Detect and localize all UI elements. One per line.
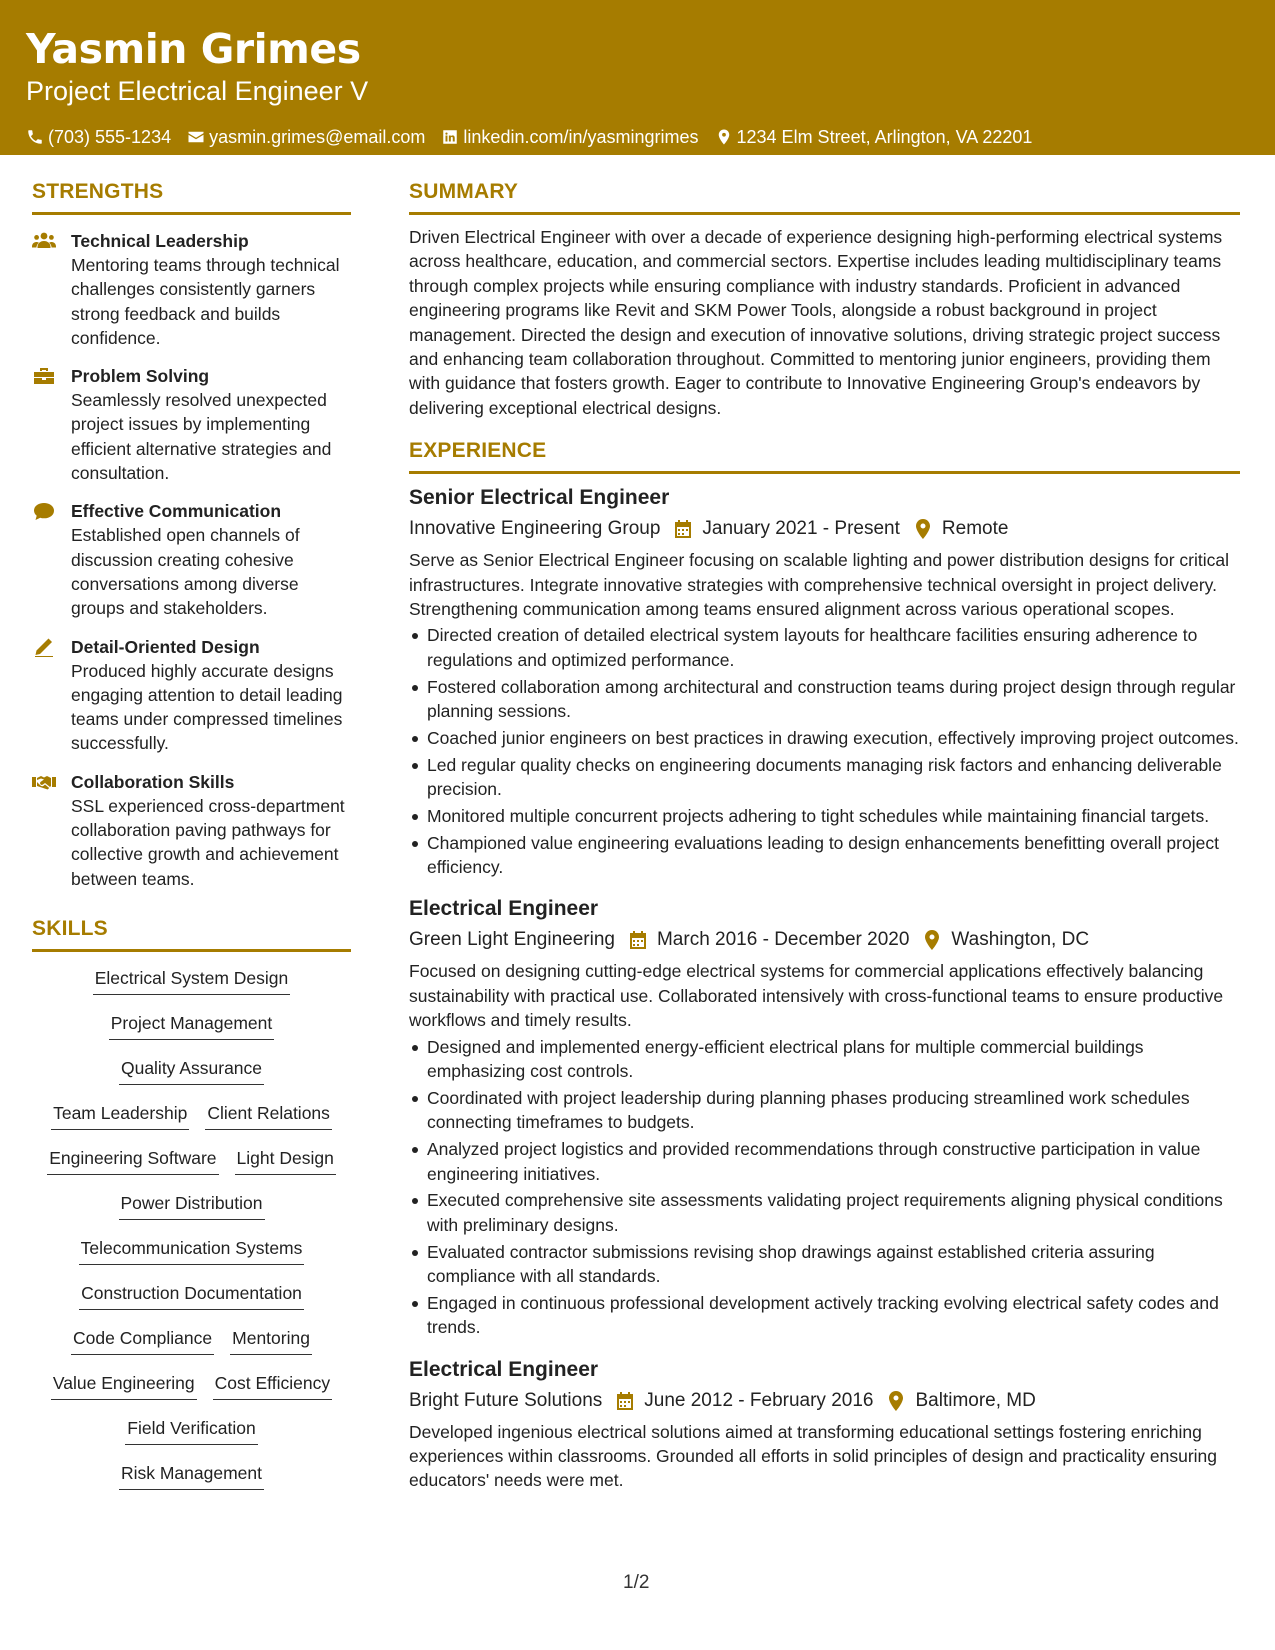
skill-tag: Value Engineering — [51, 1371, 197, 1400]
strength-item — [32, 229, 351, 350]
job-dates: March 2016 - December 2020 — [656, 929, 910, 951]
list-item: Executed comprehensive site assessments validating project requirements aligning physical conditions with preliminary designs. — [409, 1188, 1240, 1237]
list-item: Engaged in continuous professional development actively tracking evolving electrical safety codes and trends. — [409, 1291, 1240, 1340]
list-item: Coordinated with project leadership during planning phases producing streamlined work schedules connecting timeframes to budgets. — [409, 1086, 1240, 1135]
strength-desc: Produced highly accurate designs engaging attention to detail leading teams under compressed timelines successfully. — [71, 660, 343, 754]
skill-tag: Light Design — [235, 1146, 336, 1175]
contact-address — [715, 126, 1033, 148]
skill-tag: Mentoring — [230, 1326, 312, 1355]
list-item: Coached junior engineers on best practices in drawing execution, effectively improving project outcomes. — [409, 726, 1240, 750]
job-meta — [409, 927, 1240, 953]
job-entry — [409, 484, 1240, 879]
job-dates: June 2012 - February 2016 — [644, 1389, 874, 1411]
map-pin-icon — [887, 1391, 905, 1411]
list-item: Fostered collaboration among architectural and construction teams during project design through regular planning sessions. — [409, 675, 1240, 724]
strength-desc: SSL experienced cross-department collaboration paving pathways for collective growth and achievement between teams. — [71, 795, 345, 889]
job-location: Washington, DC — [951, 929, 1090, 951]
skills-heading: SKILLS — [32, 915, 351, 952]
skill-row — [47, 1146, 336, 1191]
strength-item — [32, 770, 351, 891]
job-description: Serve as Senior Electrical Engineer focusing on scalable lighting and power distribution designs for critical infrastructures. Integrate innovative strategies with comprehensive technical oversight in project delivery. Strengthening communication among teams ensured alignment across various operational scopes. — [409, 550, 1230, 620]
job-entry — [409, 895, 1240, 1339]
list-item: Championed value engineering evaluations leading to design enhancements benefitting overall project efficiency. — [409, 831, 1240, 880]
job-location: Baltimore, MD — [915, 1389, 1036, 1411]
job-bullets — [409, 623, 1240, 879]
job-meta — [409, 1388, 1240, 1414]
skill-tag: Code Compliance — [71, 1326, 214, 1355]
job-entry — [409, 1356, 1240, 1493]
left-column — [32, 178, 351, 1506]
skill-row — [93, 966, 291, 1011]
strength-title: Technical Leadership — [71, 231, 249, 251]
strength-item — [32, 635, 351, 756]
skill-tag: Construction Documentation — [79, 1281, 304, 1310]
list-item: Evaluated contractor submissions revising shop drawings against established criteria assuring compliance with all standards. — [409, 1240, 1240, 1289]
speech-bubble-icon — [32, 501, 56, 521]
skill-row — [119, 1191, 265, 1236]
job-title: Senior Electrical Engineer — [409, 486, 670, 510]
skill-row — [109, 1011, 274, 1056]
phone-icon — [26, 128, 44, 146]
summary-text: Driven Electrical Engineer with over a decade of experience designing high-performing electrical systems across healthcare, education, and commercial sectors. Expertise includes leading multidisciplinary teams through complex projects while ensuring compliance with industry standards. Proficient in advanced engineering programs like Revit and SKM Power Tools, alongside a robust background in project management. Directed the design and execution of innovative solutions, driving strategic project success and enhancing team collaboration throughout. Committed to mentoring junior engineers, providing them with guidance that fosters growth. Eager to contribute to Innovative Engineering Group's endeavors by delivering exceptional electrical designs. — [409, 227, 1223, 418]
contact-address-text: 1234 Elm Street, Arlington, VA 22201 — [736, 127, 1033, 147]
map-pin-icon — [914, 519, 932, 539]
job-company: Bright Future Solutions — [409, 1389, 603, 1411]
linkedin-icon — [441, 128, 459, 146]
skill-row — [51, 1101, 332, 1146]
contact-email — [187, 126, 425, 148]
calendar-icon — [674, 519, 692, 539]
skill-tag: Quality Assurance — [119, 1056, 264, 1085]
skill-row — [119, 1461, 264, 1506]
skill-row — [79, 1236, 305, 1281]
job-bullets — [409, 1035, 1240, 1340]
job-dates: January 2021 - Present — [702, 518, 900, 540]
list-item: Directed creation of detailed electrical system layouts for healthcare facilities ensuring adherence to regulations and optimized performance. — [409, 623, 1240, 672]
strength-title: Collaboration Skills — [71, 771, 235, 792]
job-title: Electrical Engineer — [409, 897, 599, 921]
list-item: Led regular quality checks on engineering documents managing risk factors and enhancing deliverable precision. — [409, 753, 1240, 802]
job-meta — [409, 516, 1240, 542]
strength-item — [32, 364, 351, 485]
list-item: Monitored multiple concurrent projects adhering to tight schedules while maintaining financial targets. — [409, 804, 1240, 828]
list-item: Designed and implemented energy-efficient electrical plans for multiple commercial buildings emphasizing cost controls. — [409, 1035, 1240, 1084]
calendar-icon — [616, 1391, 634, 1411]
contact-linkedin-text[interactable]: linkedin.com/in/yasmingrimes — [463, 127, 699, 147]
skill-row — [51, 1371, 332, 1416]
users-icon — [32, 231, 56, 251]
summary-heading: SUMMARY — [409, 178, 1240, 215]
skill-tag: Client Relations — [205, 1101, 332, 1130]
skill-tag: Cost Efficiency — [213, 1371, 332, 1400]
handshake-icon — [32, 772, 56, 792]
skill-row — [119, 1056, 264, 1101]
skill-row — [79, 1281, 304, 1326]
contact-linkedin — [441, 126, 698, 148]
calendar-icon — [629, 930, 647, 950]
skill-tag: Field Verification — [125, 1416, 257, 1445]
skill-tag: Engineering Software — [47, 1146, 218, 1175]
skill-row — [71, 1326, 312, 1371]
strength-title: Problem Solving — [71, 366, 210, 387]
contact-email-text[interactable]: yasmin.grimes@email.com — [209, 127, 426, 147]
strength-desc: Seamlessly resolved unexpected project issues by implementing efficient alternative strategies and consultation. — [71, 390, 332, 484]
skill-tag: Telecommunication Systems — [79, 1236, 305, 1265]
skill-tag: Power Distribution — [119, 1191, 265, 1220]
page-number: 1/2 — [623, 1572, 650, 1593]
strengths-heading: STRENGTHS — [32, 178, 351, 215]
skill-tag: Project Management — [109, 1011, 274, 1040]
skill-tag: Electrical System Design — [93, 966, 291, 995]
strength-desc: Mentoring teams through technical challenges consistently garners strong feedback and builds confidence. — [71, 255, 340, 348]
map-pin-icon — [715, 128, 733, 146]
pencil-icon — [32, 637, 56, 657]
skill-tag: Team Leadership — [51, 1101, 189, 1130]
job-company: Innovative Engineering Group — [409, 518, 661, 540]
resume-header — [0, 0, 1275, 155]
list-item: Analyzed project logistics and provided recommendations through constructive participation in value engineering initiatives. — [409, 1137, 1240, 1186]
envelope-icon — [187, 128, 205, 146]
right-column — [409, 178, 1240, 1493]
candidate-role: Project Electrical Engineer V — [26, 76, 369, 106]
contact-bar — [26, 126, 1249, 148]
strength-title: Detail-Oriented Design — [71, 636, 260, 657]
toolbox-icon — [32, 366, 56, 386]
candidate-name: Yasmin Grimes — [26, 25, 361, 73]
job-company: Green Light Engineering — [409, 929, 615, 951]
skills-list — [32, 966, 351, 1506]
job-location: Remote — [941, 518, 1009, 540]
map-pin-icon — [923, 930, 941, 950]
strength-item — [32, 499, 351, 620]
contact-phone — [26, 126, 171, 148]
skill-row — [125, 1416, 257, 1461]
skill-tag: Risk Management — [119, 1461, 264, 1490]
contact-phone-text[interactable]: (703) 555-1234 — [48, 127, 172, 147]
strength-title: Effective Communication — [71, 501, 282, 522]
job-description: Focused on designing cutting-edge electrical systems for commercial applications effectively balancing sustainability with practical use. Collaborated intensively with cross-functional teams to ensure productive workflows and timely results. — [409, 961, 1224, 1031]
experience-heading: EXPERIENCE — [409, 437, 1240, 474]
job-description: Developed ingenious electrical solutions aimed at transforming educational settings fostering enriching experiences within classrooms. Grounded all efforts in solid principles of design and practicality ensuring educators' needs were met. — [409, 1421, 1218, 1491]
job-title: Electrical Engineer — [409, 1357, 599, 1381]
strength-desc: Established open channels of discussion creating cohesive conversations among diverse groups and stakeholders. — [71, 525, 300, 619]
